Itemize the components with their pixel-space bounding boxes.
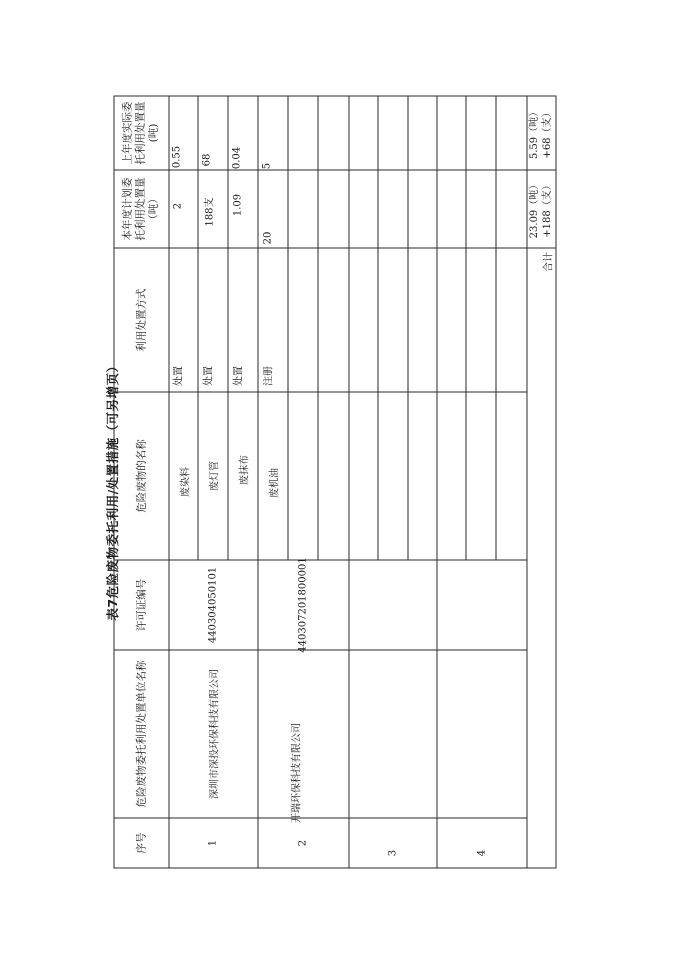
- total-plan: 23.09（吨）+188（支）: [529, 179, 553, 239]
- last-amount: 68: [201, 153, 213, 167]
- header-method: 利用处置方式: [135, 288, 148, 352]
- waste-name: 废灯管: [209, 461, 221, 491]
- header-plan-amount: 本年度计划委托利用处置量（吨）: [121, 177, 160, 241]
- seq-4: 4: [476, 849, 488, 857]
- waste-name: 废染料: [180, 467, 192, 497]
- seq-1: 1: [207, 839, 219, 847]
- method: 处置: [233, 366, 245, 386]
- header-seq: 序号: [135, 832, 148, 854]
- header-last-amount: 上年度实际委托利用处置量(吨): [121, 101, 160, 165]
- waste-name: 废机油: [269, 468, 281, 498]
- header-permit: 许可证编号: [135, 578, 148, 632]
- seq-3: 3: [387, 849, 399, 857]
- total-last: 5.59（吨）+68（支）: [529, 106, 553, 160]
- plan-amount: 188支: [204, 197, 216, 227]
- total-label: 合计: [543, 252, 555, 272]
- plan-amount: 1.09: [232, 193, 244, 217]
- plan-amount: 2: [172, 202, 184, 210]
- table-title: 表7危险废物委托利用/处置措施（可另增页）: [105, 359, 120, 621]
- unit-name-2: 开瑞环保科技有限公司: [291, 723, 303, 823]
- method: 注册: [263, 366, 275, 386]
- last-amount: 5: [261, 162, 273, 170]
- waste-name: 废抹布: [239, 455, 251, 485]
- last-amount: 0.04: [231, 146, 243, 170]
- header-unit: 危险废物委托利用处置单位名称: [135, 660, 148, 808]
- permit-1: 440304050101: [207, 566, 219, 644]
- last-amount: 0.55: [171, 145, 183, 169]
- plan-amount: 20: [262, 231, 274, 245]
- method: 处置: [173, 366, 185, 386]
- unit-name-1: 深圳市深投环保科技有限公司: [209, 669, 221, 799]
- seq-2: 2: [297, 839, 309, 847]
- method: 处置: [203, 366, 215, 386]
- header-waste-name: 危险废物的名称: [135, 439, 148, 513]
- permit-2: 440307201800001: [297, 557, 309, 653]
